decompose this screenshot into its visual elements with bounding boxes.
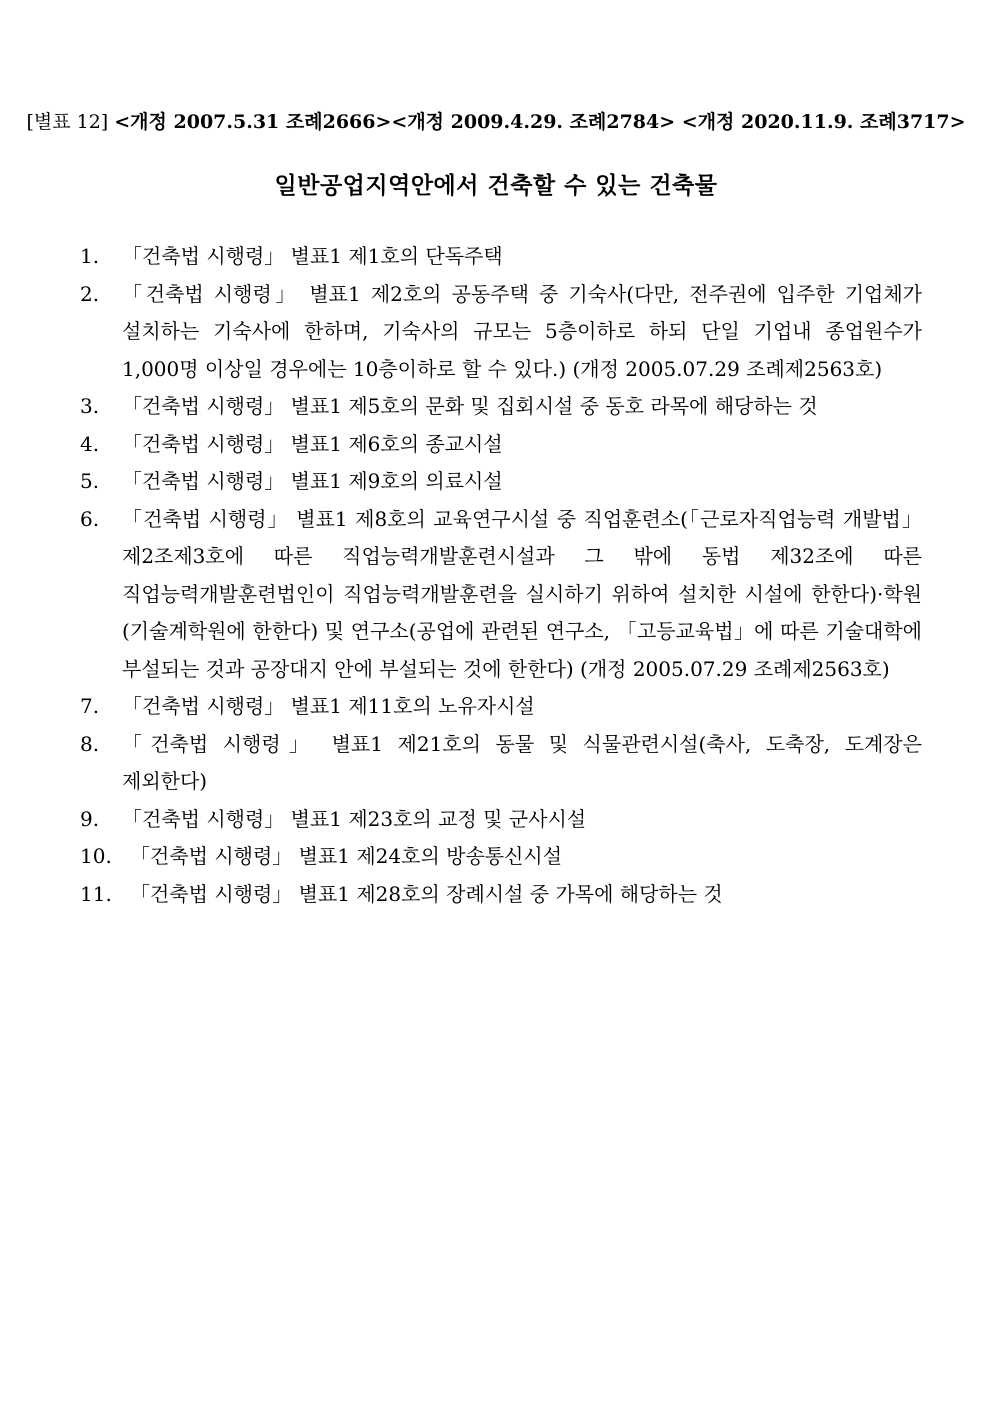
item-text: 「건축법 시행령」 별표1 제28호의 장례시설 중 가목에 해당하는 것 [130,881,723,906]
list-item [80,801,922,839]
item-text: 「건축법 시행령」 별표1 제5호의 문화 및 집회시설 중 동호 라목에 해당하는 것 [122,394,818,418]
item-text: 「건축법 시행령」 별표1 제23호의 교정 및 군사시설 [122,806,587,831]
item-number: 3. [80,394,100,418]
item-number: 9. [80,806,100,831]
building-list [80,238,922,913]
list-item [80,838,922,876]
item-number: 10. [80,844,112,868]
annex-label: [별표 12] [26,111,109,133]
list-item [80,463,922,501]
item-number: 4. [80,431,100,456]
item-number: 6. [80,506,100,531]
annex-header [0,108,992,136]
item-text: 「건축법 시행령」 별표1 제1호의 단독주택 [122,244,503,268]
item-number: 11. [80,881,112,906]
document-title: 일반공업지역안에서 건축할 수 있는 건축물 [274,173,718,199]
list-item [80,276,922,389]
item-number: 1. [80,244,100,268]
list-item [80,876,922,914]
list-item [80,688,922,726]
amendment-history: <개정 2007.5.31 조례2666><개정 2009.4.29. 조례2784> <개정 2020.11.9. 조례3717> [114,111,966,133]
list-item [80,726,922,801]
list-item [80,238,922,276]
item-text: 「건축법 시행령」 별표1 제2호의 공동주택 중 기숙사(다만, 전주권에 입주한 기업체가 설치하는 기숙사에 한하며, 기숙사의 규모는 5층이하로 하되 단일 기업내 종업원수가 1,000명 이상일 경우에는 10층이하로 할 수 있다.) (개정 2005.07.29 조례제2563호) [122,281,922,381]
item-text: 「건축법 시행령」 별표1 제6호의 종교시설 [122,431,503,456]
list-item [80,501,922,689]
list-item [80,426,922,464]
item-text: 「건축법 시행령」 별표1 제8호의 교육연구시설 중 직업훈련소(「근로자직업능력 개발법」제2조제3호에 따른 직업능력개발훈련시설과 그 밖에 동법 제32조에 따른 직업능력개발훈련법인이 직업능력개발훈련을 실시하기 위하여 설치한 시설에 한한다)·학원(기술계학원에 한한다) 및 연구소(공업에 관련된 연구소, 「고등교육법」에 따른 기술대학에 부설되는 것과 공장대지 안에 부설되는 것에 한한다) (개정 2005.07.29 조례제2563호) [122,506,922,681]
list-item [80,388,922,426]
item-number: 7. [80,694,100,718]
item-number: 8. [80,731,100,756]
item-text: 「건축법 시행령」 별표1 제11호의 노유자시설 [122,694,535,718]
item-number: 5. [80,469,100,493]
item-text: 「건축법 시행령」 별표1 제24호의 방송통신시설 [130,844,563,868]
item-text: 「건축법 시행령」 별표1 제9호의 의료시설 [122,469,503,493]
item-text: 「건축법 시행령」 별표1 제21호의 동물 및 식물관련시설(축사, 도축장, 도계장은 제외한다) [122,731,922,793]
item-number: 2. [80,281,100,306]
